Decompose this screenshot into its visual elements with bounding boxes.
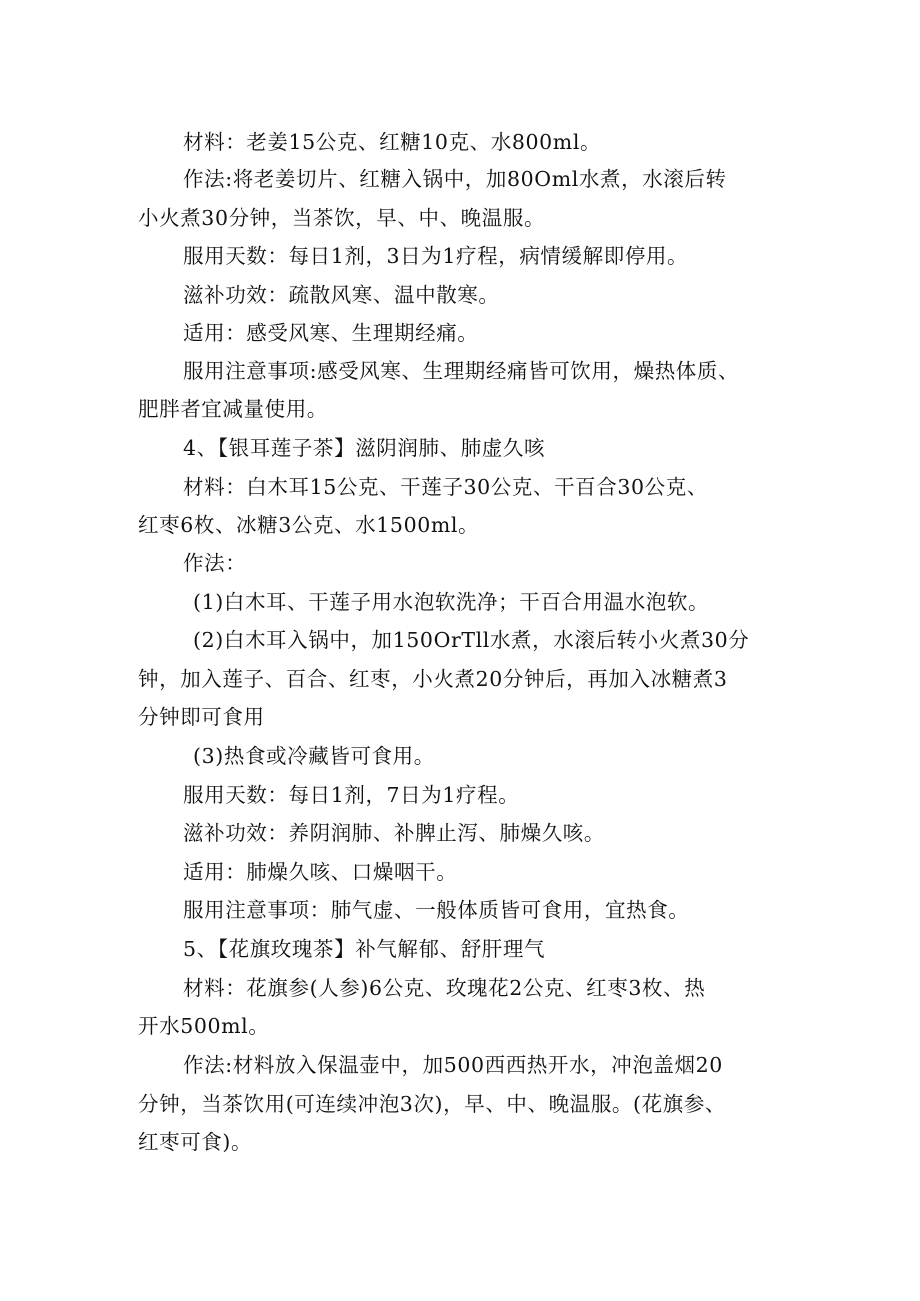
text-line: 红枣可食)。: [138, 1130, 253, 1154]
text-line: 分钟，当茶饮用(可连续冲泡3次)，早、中、晚温服。(花旗参、: [138, 1092, 727, 1116]
text-line: 小火煮30分钟，当茶饮，早、中、晚温服。: [138, 206, 546, 230]
text-line: 开水500ml。: [138, 1014, 270, 1038]
text-line: 滋补功效：养阴润肺、补脾止泻、肺燥久咳。: [183, 821, 605, 845]
text-line: 适用：感受风寒、生理期经痛。: [183, 321, 479, 345]
text-line: (2)白木耳入锅中，加150OrTll水煮，水滚后转小火煮30分: [193, 628, 750, 652]
text-line: 作法：: [183, 551, 247, 575]
text-line: (1)白木耳、干莲子用水泡软洗净；干百合用温水泡软。: [193, 590, 710, 614]
section-heading: 5、【花旗玫瑰茶】补气解郁、舒肝理气: [183, 937, 546, 961]
text-line: 分钟即可食用: [138, 705, 265, 729]
text-line: 服用注意事项:感受风寒、生理期经痛皆可饮用，燥热体质、: [183, 359, 740, 383]
text-line: 服用注意事项：肺气虚、一般体质皆可食用，宜热食。: [183, 898, 690, 922]
text-line: 材料：白木耳15公克、干莲子30公克、干百合30公克、: [183, 475, 708, 499]
text-line: 服用天数：每日1剂，3日为1疗程，病情缓解即停用。: [183, 244, 689, 268]
text-line: 滋补功效：疏散风寒、温中散寒。: [183, 283, 500, 307]
text-line: 肥胖者宜减量使用。: [138, 397, 328, 421]
text-line: (3)热食或冷藏皆可食用。: [193, 744, 435, 768]
section-heading: 4、【银耳莲子茶】滋阴润肺、肺虚久咳: [183, 436, 546, 460]
text-line: 钟，加入莲子、百合、红枣，小火煮20分钟后，再加入冰糖煮3: [138, 667, 728, 691]
text-line: 红枣6枚、冰糖3公克、水1500ml。: [138, 513, 480, 537]
text-line: 作法:材料放入保温壶中，加500西西热开水，冲泡盖烟20: [183, 1053, 723, 1077]
text-line: 作法:将老姜切片、红糖入锅中，加80Oml水煮，水滚后转: [183, 167, 727, 191]
text-line: 材料：老姜15公克、红糖10克、水800ml。: [183, 130, 602, 154]
text-line: 适用：肺燥久咳、口燥咽干。: [183, 860, 458, 884]
text-line: 材料：花旗参(人参)6公克、玫瑰花2公克、红枣3枚、热: [183, 976, 706, 1000]
text-line: 服用天数：每日1剂，7日为1疗程。: [183, 783, 520, 807]
